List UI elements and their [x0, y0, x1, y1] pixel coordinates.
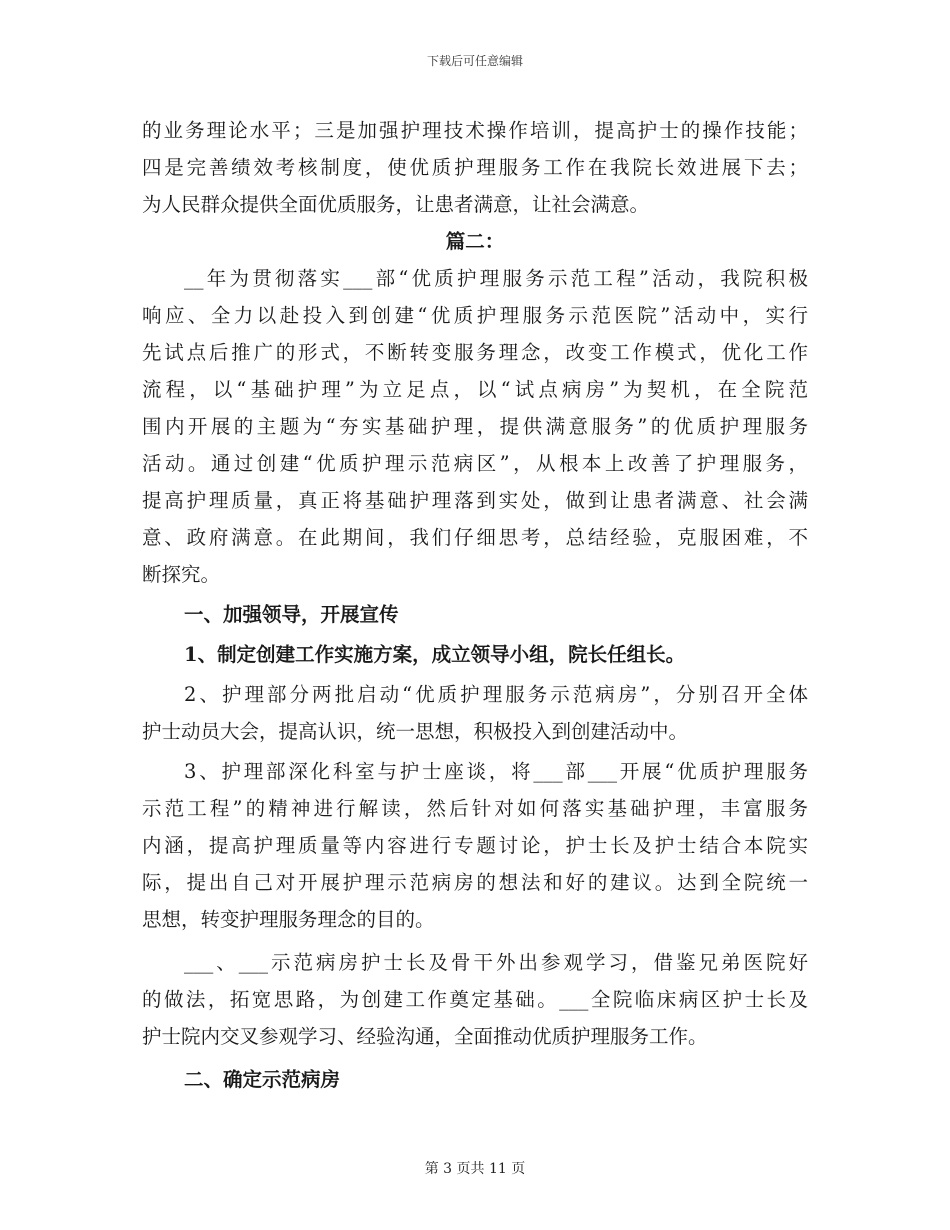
text-line: ___、___示范病房护士长及骨干外出参观学习，借鉴兄弟医院好: [184, 951, 808, 974]
text-line: 护士动员大会，提高认识，统一思想，积极投入到创建活动中。: [142, 720, 689, 743]
page-header: 下载后可任意编辑: [426, 54, 523, 68]
text-line: 为人民群众提供全面优质服务，让患者满意，让社会满意。: [142, 193, 650, 216]
heading-2: 二、确定示范病房: [184, 1068, 341, 1091]
text-line: 先试点后推广的形式，不断转变服务理念，改变工作模式，优化工作: [142, 341, 808, 364]
text-line: 提高护理质量，真正将基础护理落到实处，做到让患者满意、社会满: [142, 489, 808, 512]
text-line: 护士院内交叉参观学习、经验沟通，全面推动优质护理服务工作。: [142, 1025, 708, 1048]
text-line: 四是完善绩效考核制度，使优质护理服务工作在我院长效进展下去；: [142, 156, 808, 179]
text-line: 的做法，拓宽思路，为创建工作奠定基础。___全院临床病区护士长及: [142, 988, 808, 1011]
text-line: 活动。通过创建“优质护理示范病区”，从根本上改善了护理服务，: [142, 452, 808, 475]
text-line: 思想，转变护理服务理念的目的。: [142, 908, 435, 931]
text-line: 际，提出自己对开展护理示范病房的想法和好的建议。达到全院统一: [142, 871, 808, 894]
text-line: 流程，以“基础护理”为立足点，以“试点病房”为契机，在全院范: [142, 378, 808, 401]
document-body: [142, 112, 808, 1098]
text-line: 的业务理论水平；三是加强护理技术操作培训，提高护士的操作技能；: [142, 119, 808, 142]
text-line: 3、护理部深化科室与护士座谈，将___部___开展“优质护理服务: [184, 760, 808, 783]
text-line: 2、护理部分两批启动“优质护理服务示范病房”，分别召开全体: [184, 683, 808, 706]
subheading-1: 1、制定创建工作实施方案，成立领导小组，院长任组长。: [184, 643, 686, 666]
heading-1: 一、加强领导，开展宣传: [184, 603, 399, 626]
text-line: 围内开展的主题为“夯实基础护理，提供满意服务”的优质护理服务: [142, 415, 808, 438]
text-line: 意、政府满意。在此期间，我们仔细思考，总结经验，克服困难，不: [142, 526, 808, 549]
text-line: 内涵，提高护理质量等内容进行专题讨论，护士长及护士结合本院实: [142, 834, 808, 857]
section-title: 篇二：: [445, 230, 505, 253]
text-line: 响应、全力以赴投入到创建“优质护理服务示范医院”活动中，实行: [142, 304, 808, 327]
page-footer: 第 3 页共 11 页: [424, 1161, 526, 1177]
text-line: 断探究。: [142, 563, 221, 586]
text-line: 示范工程”的精神进行解读，然后针对如何落实基础护理，丰富服务: [142, 797, 808, 820]
text-line: __年为贯彻落实___部“优质护理服务示范工程”活动，我院积极: [184, 267, 808, 290]
